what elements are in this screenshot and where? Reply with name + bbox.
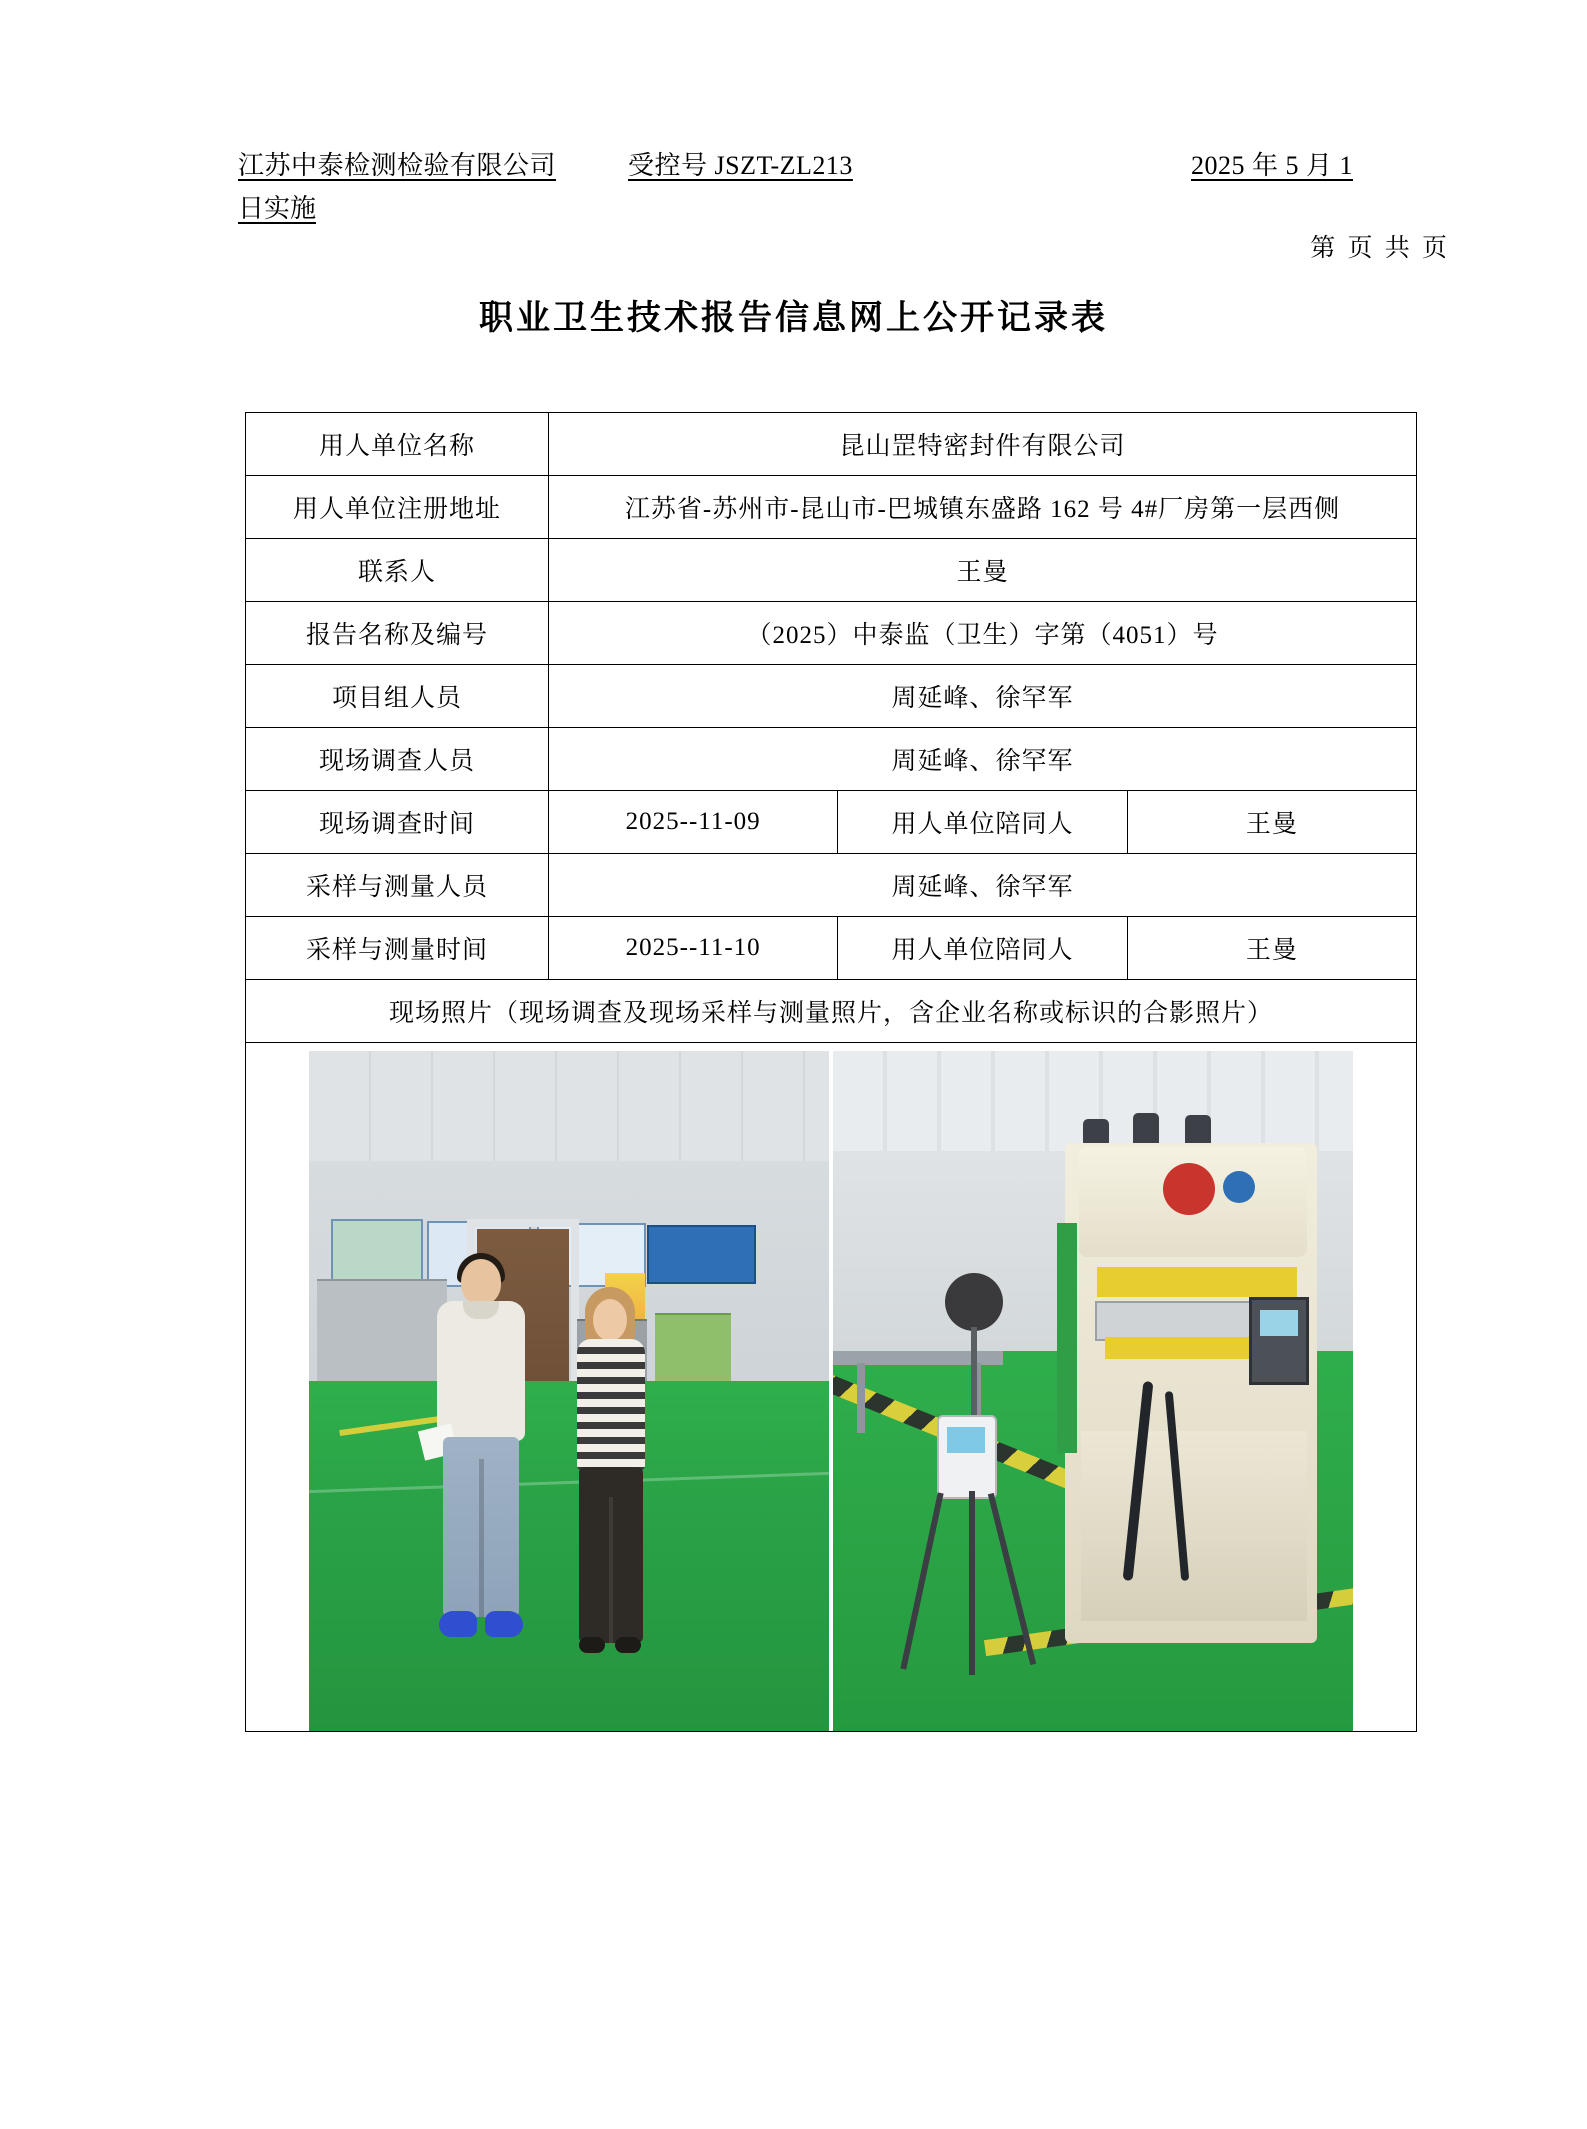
photo-section-cell [246,1043,1417,1732]
table-row [246,854,1417,917]
row-value-sampling-staff: 周延峰、徐罕军 [549,854,1417,917]
table-row [246,791,1417,854]
header-effective-date-cont: 日实施 [238,194,317,223]
header-control-number: 受控号 JSZT-ZL213 [628,151,853,180]
site-survey-group-photo [309,1051,829,1731]
row-label-project-team: 项目组人员 [246,665,549,728]
row-value-report-name: （2025）中泰监（卫生）字第（4051）号 [549,602,1417,665]
header-line [238,145,1353,182]
measurement-instrument [937,1415,997,1499]
photo-gallery [246,1043,1416,1731]
table-row [246,476,1417,539]
row-label-survey-staff: 现场调查人员 [246,728,549,791]
document-header [238,145,1353,225]
row-label-report-name: 报告名称及编号 [246,602,549,665]
row-value-survey-escort: 王曼 [1127,791,1416,854]
sampling-measurement-photo [833,1051,1353,1731]
row-label-survey-time: 现场调查时间 [246,791,549,854]
table-row [246,665,1417,728]
row-label-employer-address: 用人单位注册地址 [246,476,549,539]
sound-level-microphone [945,1273,1003,1331]
row-label-contact: 联系人 [246,539,549,602]
record-table-wrapper [245,412,1417,1732]
table-row [246,1043,1417,1732]
record-table [245,412,1417,1732]
header-company: 江苏中泰检测检验有限公司 [238,151,557,180]
row-value-employer-address: 江苏省-苏州市-昆山市-巴城镇东盛路 162 号 4#厂房第一层西侧 [549,476,1417,539]
row-label-sampling-time: 采样与测量时间 [246,917,549,980]
table-row [246,602,1417,665]
row-label-sampling-escort: 用人单位陪同人 [838,917,1127,980]
row-value-employer-name: 昆山罡特密封件有限公司 [549,413,1417,476]
row-label-survey-escort: 用人单位陪同人 [838,791,1127,854]
page-title: 职业卫生技术报告信息网上公开记录表 [479,299,1108,337]
photo-section-header: 现场照片（现场调查及现场采样与测量照片，含企业名称或标识的合影照片） [246,980,1417,1043]
row-value-survey-staff: 周延峰、徐罕军 [549,728,1417,791]
table-row [246,728,1417,791]
row-label-sampling-staff: 采样与测量人员 [246,854,549,917]
table-row [246,917,1417,980]
header-effective-date: 2025 年 5 月 1 [1190,151,1353,180]
person-figure [427,1259,535,1679]
row-value-project-team: 周延峰、徐罕军 [549,665,1417,728]
row-value-contact: 王曼 [549,539,1417,602]
table-row [246,413,1417,476]
row-value-sampling-date: 2025--11-10 [549,917,838,980]
row-value-sampling-escort: 王曼 [1127,917,1416,980]
row-value-survey-date: 2025--11-09 [549,791,838,854]
page-number: 第 页 共 页 [1310,235,1450,262]
row-label-employer-name: 用人单位名称 [246,413,549,476]
table-row [246,980,1417,1043]
table-row [246,539,1417,602]
person-figure [561,1287,657,1679]
